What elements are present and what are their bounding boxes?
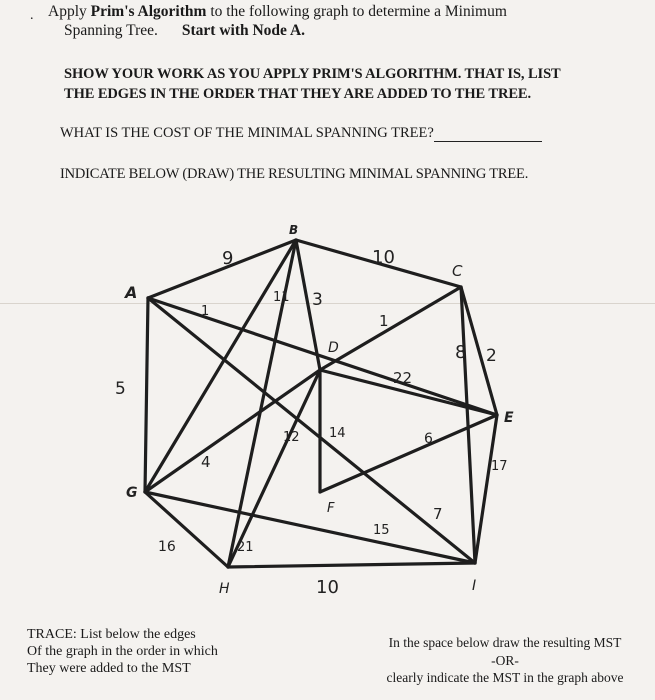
edge-G-H bbox=[145, 492, 228, 567]
draw-space-line3: clearly indicate the MST in the graph above bbox=[386, 670, 624, 685]
weight-DE: 22 bbox=[393, 369, 413, 387]
instructions-line2a: Spanning Tree. bbox=[64, 22, 158, 39]
edge-H-I bbox=[228, 563, 475, 567]
node-label-F: F bbox=[327, 501, 335, 516]
cost-question-text: WHAT IS THE COST OF THE MINIMAL SPANNING TREE? bbox=[60, 125, 434, 141]
trace-line2: Of the graph in the order in which bbox=[27, 644, 218, 659]
weight-DG: 4 bbox=[201, 453, 211, 471]
node-label-I: I bbox=[472, 578, 477, 594]
weight-EI: 17 bbox=[491, 459, 508, 474]
weight-CD: 1 bbox=[379, 312, 389, 330]
weight-EF: 6 bbox=[424, 431, 433, 447]
weight-DH: 12 bbox=[283, 430, 300, 445]
trace-line3: They were added to the MST bbox=[27, 661, 191, 676]
weight-GH: 16 bbox=[158, 539, 176, 555]
node-label-B: B bbox=[289, 223, 299, 237]
draw-space-instructions bbox=[360, 634, 650, 687]
draw-space-line2: -OR- bbox=[491, 652, 519, 668]
weight-BH: 21 bbox=[237, 540, 254, 555]
draw-space-line1: In the space below draw the resulting MST bbox=[388, 635, 622, 650]
edge-E-I bbox=[475, 415, 497, 563]
node-label-G: G bbox=[126, 485, 138, 501]
instructions-line2b: Start with Node A. bbox=[181, 22, 306, 39]
show-work-line2: THE EDGES IN THE ORDER THAT THEY ARE ADDED TO THE TREE. bbox=[64, 86, 531, 102]
edge-B-G bbox=[145, 240, 296, 492]
instructions-line1-text: Apply Prim's Algorithm to the following graph to determine a Minimum bbox=[48, 3, 507, 20]
weight-CI: 8 bbox=[455, 342, 467, 363]
node-label-H: H bbox=[219, 581, 230, 597]
edge-weights bbox=[115, 247, 508, 598]
node-label-A: A bbox=[125, 283, 138, 302]
weight-DF: 14 bbox=[329, 426, 346, 441]
prims-algorithm-emphasis: Prim's Algorithm bbox=[90, 3, 207, 20]
trace-line1: TRACE: List below the edges bbox=[27, 627, 196, 642]
weight-GI: 7 bbox=[433, 505, 443, 523]
node-label-C: C bbox=[452, 262, 463, 280]
weight-AE: 1 bbox=[201, 304, 210, 319]
weight-AB: 9 bbox=[222, 248, 234, 269]
trace-instructions bbox=[27, 626, 218, 677]
edge-C-D bbox=[320, 287, 461, 370]
weight-BG: 11 bbox=[273, 290, 290, 305]
weight-HI: 10 bbox=[316, 577, 339, 598]
weight-AG: 5 bbox=[115, 379, 126, 399]
node-label-D: D bbox=[328, 340, 339, 356]
weight-BD: 3 bbox=[312, 290, 323, 310]
weight-BC: 10 bbox=[372, 247, 395, 268]
edge-G-I bbox=[145, 492, 475, 563]
weight-AI: 15 bbox=[373, 523, 390, 538]
edge-A-G bbox=[145, 298, 148, 492]
node-label-E: E bbox=[504, 410, 514, 426]
indicate-instruction: INDICATE BELOW (DRAW) THE RESULTING MINIMAL SPANNING TREE. bbox=[60, 166, 529, 182]
bullet: . bbox=[30, 8, 34, 23]
show-work-line1: SHOW YOUR WORK AS YOU APPLY PRIM'S ALGORITHM. THAT IS, LIST bbox=[64, 66, 561, 82]
weight-CE: 2 bbox=[486, 346, 497, 366]
